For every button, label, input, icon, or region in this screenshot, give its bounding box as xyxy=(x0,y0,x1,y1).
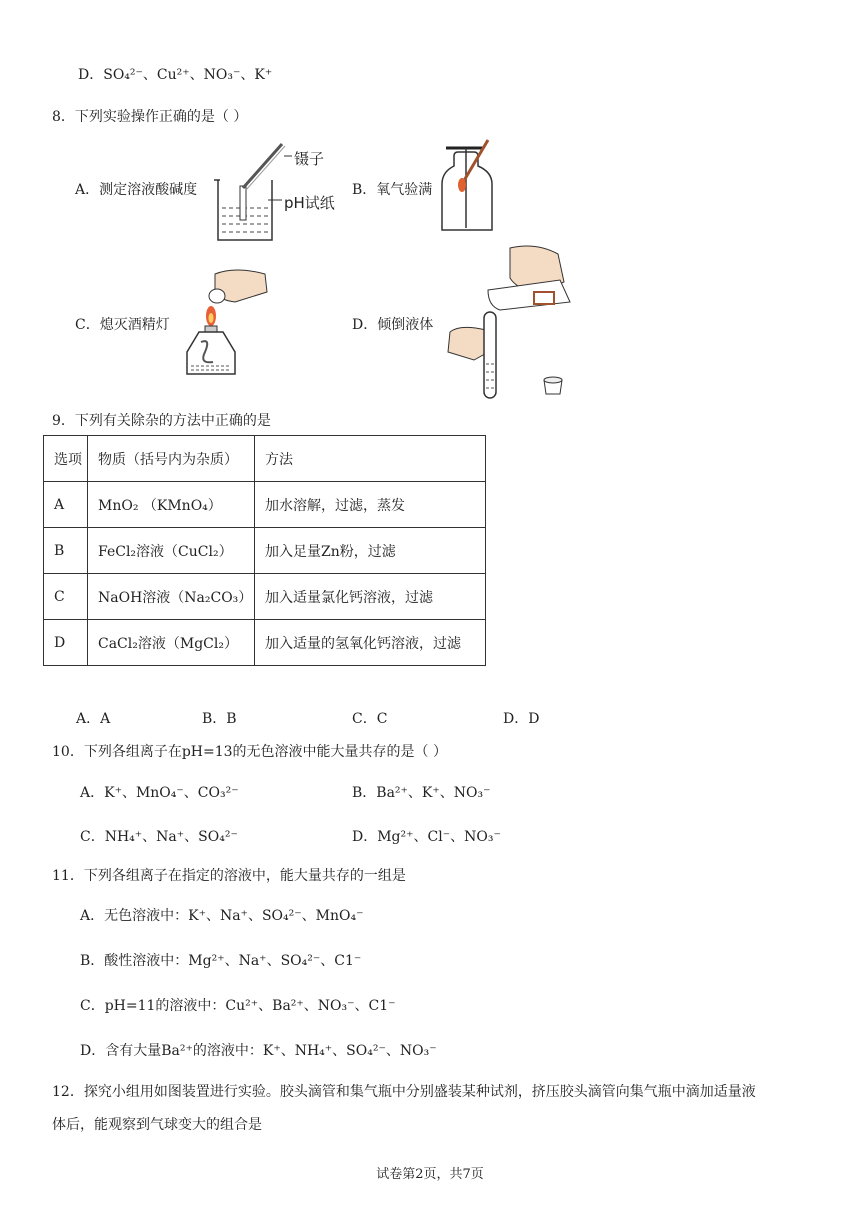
q11-stem: 11．下列各组离子在指定的溶液中，能大量共存的一组是 xyxy=(52,868,406,884)
pouring-liquid-figure xyxy=(440,242,590,404)
q9-table xyxy=(43,435,486,666)
table-cell: A xyxy=(44,482,88,528)
table-cell: C xyxy=(44,574,88,620)
table-header-cell: 物质（括号内为杂质） xyxy=(88,436,255,482)
table-cell: 加入足量Zn粉，过滤 xyxy=(255,528,486,574)
table-cell: 加入适量氯化钙溶液，过滤 xyxy=(255,574,486,620)
table-cell: 加水溶解，过滤，蒸发 xyxy=(255,482,486,528)
q12-stem-line1: 12．探究小组用如图装置进行实验。胶头滴管和集气瓶中分别盛装某种试剂，挤压胶头滴管向集气瓶中滴加适量液 xyxy=(52,1084,756,1100)
tweezers-label: 镊子 xyxy=(294,150,325,168)
q11-option-d: D．含有大量Ba²⁺的溶液中：K⁺、NH₄⁺、SO₄²⁻、NO₃⁻ xyxy=(80,1043,437,1059)
oxygen-bottle-figure xyxy=(440,138,500,234)
q11-option-b: B．酸性溶液中：Mg²⁺、Na⁺、SO₄²⁻、C1⁻ xyxy=(80,953,362,969)
table-row xyxy=(44,620,486,666)
q8-option-d: D．倾倒液体 xyxy=(352,317,434,333)
alcohol-lamp-figure xyxy=(175,262,275,382)
q8-option-b: B．氧气验满 xyxy=(352,182,433,198)
q10-option-c: C．NH₄⁺、Na⁺、SO₄²⁻ xyxy=(80,829,238,845)
q9-choice-a: A．A xyxy=(76,711,111,727)
q8-option-c: C．熄灭酒精灯 xyxy=(75,317,170,333)
q8-stem: 8．下列实验操作正确的是（ ） xyxy=(52,109,248,125)
table-row xyxy=(44,528,486,574)
table-header-cell: 选项 xyxy=(44,436,88,482)
q11-option-c: C．pH=11的溶液中：Cu²⁺、Ba²⁺、NO₃⁻、C1⁻ xyxy=(80,998,396,1014)
table-cell: D xyxy=(44,620,88,666)
q11-option-a: A．无色溶液中：K⁺、Na⁺、SO₄²⁻、MnO₄⁻ xyxy=(80,908,364,924)
q9-choice-b: B．B xyxy=(202,711,237,727)
q10-option-a: A．K⁺、MnO₄⁻、CO₃²⁻ xyxy=(80,785,239,801)
q9-choice-d: D．D xyxy=(503,711,540,727)
page-footer: 试卷第2页，共7页 xyxy=(376,1167,484,1182)
q10-option-d: D．Mg²⁺、Cl⁻、NO₃⁻ xyxy=(352,829,501,845)
q9-stem: 9．下列有关除杂的方法中正确的是 xyxy=(52,413,271,429)
table-header-row xyxy=(44,436,486,482)
table-row xyxy=(44,482,486,528)
table-cell: NaOH溶液（Na₂CO₃） xyxy=(88,574,255,620)
table-cell: MnO₂ （KMnO₄） xyxy=(88,482,255,528)
q8-option-a: A．测定溶液酸碱度 xyxy=(75,182,198,198)
table-cell: 加入适量的氢氧化钙溶液，过滤 xyxy=(255,620,486,666)
q10-stem: 10．下列各组离子在pH=13的无色溶液中能大量共存的是（ ） xyxy=(52,744,447,760)
q7-option-d: D．SO₄²⁻、Cu²⁺、NO₃⁻、K⁺ xyxy=(78,67,273,83)
q12-stem-line2: 体后，能观察到气球变大的组合是 xyxy=(52,1117,262,1133)
q9-choice-c: C．C xyxy=(352,711,388,727)
q10-option-b: B．Ba²⁺、K⁺、NO₃⁻ xyxy=(352,785,491,801)
table-cell: B xyxy=(44,528,88,574)
table-cell: FeCl₂溶液（CuCl₂） xyxy=(88,528,255,574)
table-header-cell: 方法 xyxy=(255,436,486,482)
ph-paper-label: pH试纸 xyxy=(284,194,335,212)
table-cell: CaCl₂溶液（MgCl₂） xyxy=(88,620,255,666)
table-row xyxy=(44,574,486,620)
